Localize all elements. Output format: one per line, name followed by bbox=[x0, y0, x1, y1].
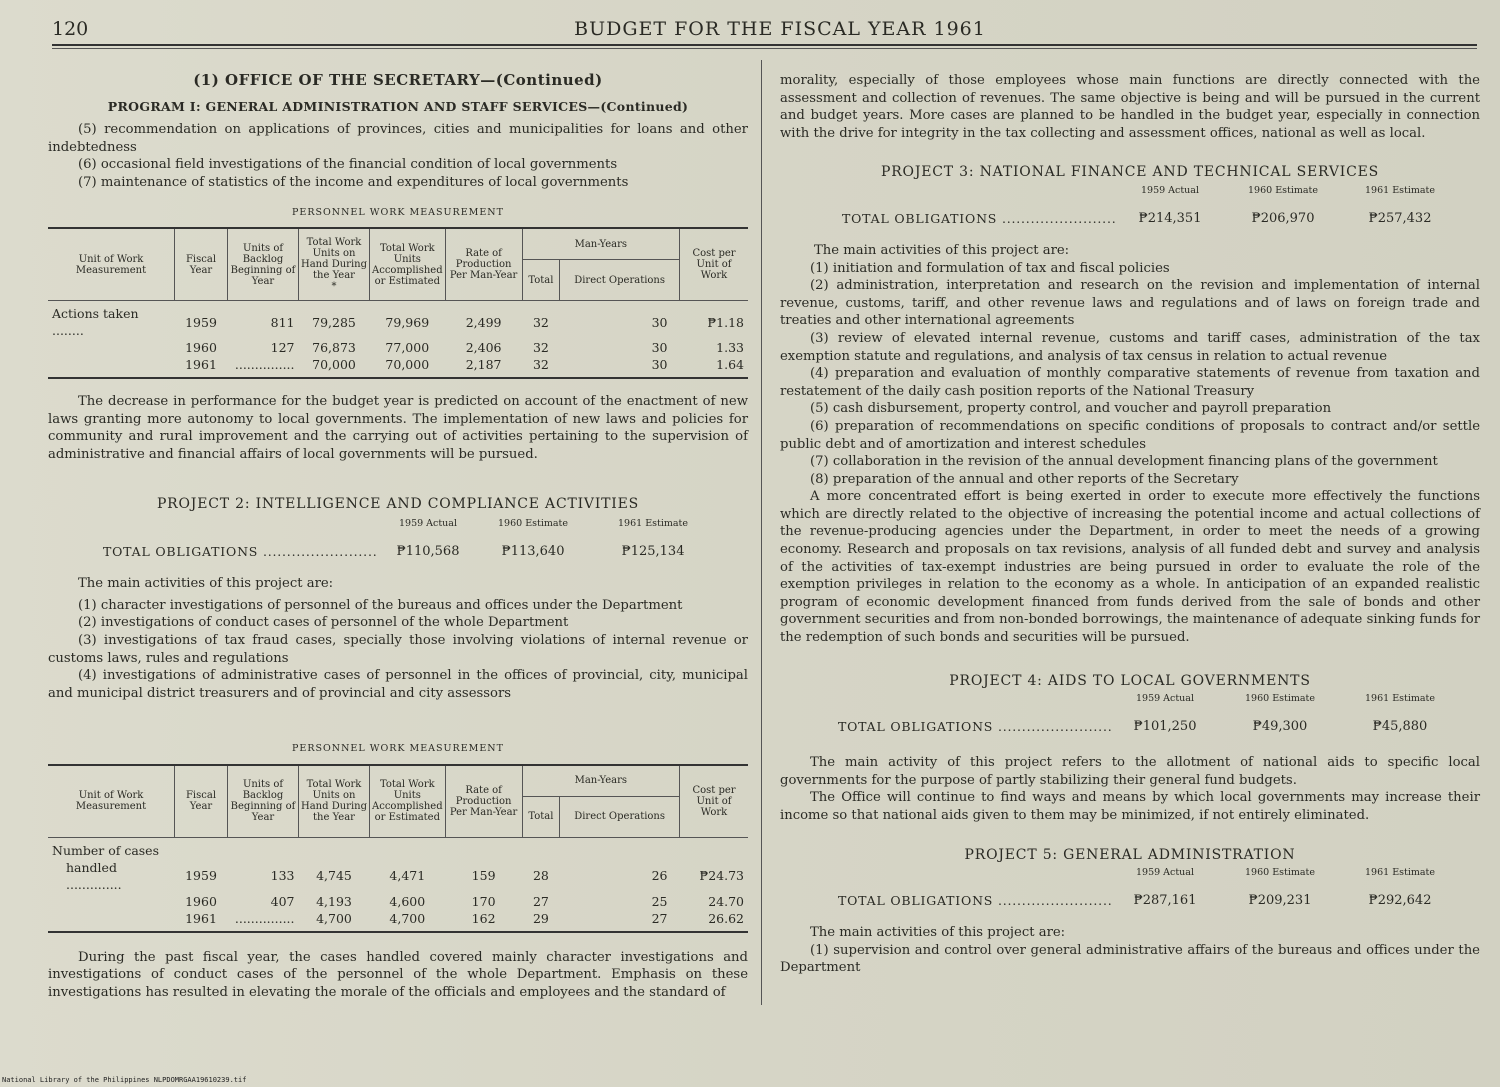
activity-item: (3) review of elevated internal revenue, customs and tariff cases, administration of the tax exemption statute and regulations, and analysis of tax census in relation to actual revenue bbox=[780, 330, 1480, 364]
cell-backlog: 811 bbox=[270, 314, 295, 330]
col-header-rate: Rate of Production Per Man-Year bbox=[445, 228, 522, 301]
activity-item: (5) cash disbursement, property control, and voucher and payroll preparation bbox=[810, 401, 1332, 417]
cell-accomplished: 4,700 bbox=[389, 910, 426, 926]
activity-item: (4) investigations of administrative cases of personnel in the offices of provincial, city, municipal and municipal district treasurers and of provincial and city assessors bbox=[48, 668, 748, 701]
obligations-label: TOTAL OBLIGATIONS ........................ bbox=[838, 893, 1113, 909]
amount: ₱49,300 bbox=[1252, 719, 1308, 735]
cell-accomplished: 77,000 bbox=[385, 340, 430, 356]
amount: ₱125,134 bbox=[621, 544, 685, 560]
activity-item: (7) collaboration in the revision of the annual development financing plans of the government bbox=[810, 454, 1438, 470]
activity-item: (1) supervision and control over general administrative affairs of the bureaus and offices under the Department bbox=[780, 942, 1480, 976]
obligations-label: TOTAL OBLIGATIONS ........................ bbox=[838, 719, 1113, 735]
cell-rate: 2,406 bbox=[465, 340, 502, 356]
activity-item: (3) investigations of tax fraud cases, specially those involving violations of internal revenue or customs laws, rules and regulations bbox=[48, 632, 748, 666]
cell-accomplished: 4,600 bbox=[389, 893, 426, 909]
cell-accomplished: 4,471 bbox=[389, 868, 426, 884]
cell-year: 1959 bbox=[185, 868, 217, 884]
cell-year: 1960 bbox=[185, 340, 217, 356]
cell-total: 27 bbox=[532, 893, 549, 909]
col-header-cost: Cost per Unit of Work bbox=[680, 765, 749, 838]
cell-backlog: 407 bbox=[270, 893, 295, 909]
amount: ₱287,161 bbox=[1133, 893, 1197, 909]
page-number: 120 bbox=[52, 18, 89, 40]
activity-item: (6) preparation of recommendations on specific conditions of proposals to contract and/or settle public debt and of amortization and interest schedules bbox=[780, 418, 1480, 452]
cell-total: 32 bbox=[532, 340, 549, 356]
year-header: 1961 Estimate bbox=[1365, 184, 1435, 196]
amount: ₱209,231 bbox=[1248, 893, 1312, 909]
col-header-accomplished: Total Work Units Accomplished or Estimated bbox=[370, 228, 446, 301]
cell-cost: 26.62 bbox=[708, 910, 744, 926]
col-header-unit: Unit of Work Measurement bbox=[75, 790, 147, 813]
year-header: 1959 Actual bbox=[398, 518, 458, 530]
year-header: 1959 Actual bbox=[1135, 867, 1195, 879]
cell-hand: 76,873 bbox=[312, 340, 356, 356]
cell-backlog: ............... bbox=[234, 910, 295, 926]
office-title: (1) OFFICE OF THE SECRETARY—(Continued) bbox=[193, 71, 603, 89]
cell-hand: 70,000 bbox=[312, 357, 356, 373]
scan-footer: National Library of the Philippines NLPDOMRGAA19610239.tif bbox=[2, 1076, 247, 1084]
col-header-hand: Total Work Units on Hand During the Year * bbox=[299, 228, 370, 301]
project-title: PROJECT 4: AIDS TO LOCAL GOVERNMENTS bbox=[949, 672, 1311, 689]
cell-direct: 30 bbox=[651, 340, 668, 356]
work-measurement-table bbox=[48, 764, 748, 933]
table-caption: PERSONNEL WORK MEASUREMENT bbox=[292, 206, 504, 218]
cell-cost: ₱1.18 bbox=[707, 314, 744, 330]
cell-hand: 4,193 bbox=[316, 893, 352, 909]
cell-hand: 4,700 bbox=[316, 910, 352, 926]
row-label: Actions taken ........ bbox=[52, 306, 139, 339]
year-header: 1961 Estimate bbox=[1365, 693, 1435, 705]
cell-cost: ₱24.73 bbox=[699, 868, 744, 884]
obligations-row bbox=[48, 519, 748, 571]
paragraph: A more concentrated effort is being exerted in order to execute more effectively the functions which are directly related to the objective of increasing the potential income and actual collections of the revenue-producing agencies under the Department, in order to meet the needs of a growing economy. Research and proposals on tax revisions, analysis of all funded debt and survey and analysis of the activities of tax-exempt industries are being pursued in order to evaluate the role of the exemption privileges in relation to the economy as a whole. In anticipation of an expanded realistic program of economic development financed from funds derived from the sale of bonds and other government securities and from non-bonded borrowings, the maintenance of adequate sinking funds for the redemption of such bonds and securities will be pursued. bbox=[780, 489, 1480, 646]
cell-direct: 25 bbox=[651, 893, 668, 909]
amount: ₱45,880 bbox=[1372, 719, 1428, 735]
cell-year: 1961 bbox=[185, 910, 217, 926]
project-title: PROJECT 2: INTELLIGENCE AND COMPLIANCE ACTIVITIES bbox=[156, 495, 640, 512]
activity-item: (6) occasional field investigations of the financial condition of local governments bbox=[78, 157, 618, 173]
cell-rate: 2,187 bbox=[465, 357, 502, 373]
cell-year: 1959 bbox=[185, 314, 217, 330]
col-header-rate: Rate of Production Per Man-Year bbox=[445, 765, 522, 838]
cell-year: 1961 bbox=[185, 357, 217, 373]
paragraph: The decrease in performance for the budget year is predicted on account of the enactment of new laws granting more autonomy to local governments. The implementation of new laws and policies for community and rural improvement and the carrying out of activities pertaining to the supervision of administrative and financial affairs of local governments will be pursued. bbox=[48, 394, 748, 462]
activity-item: (5) recommendation on applications of provinces, cities and municipalities for loans and other indebtedness bbox=[48, 122, 748, 155]
table-row bbox=[48, 837, 748, 859]
cell-backlog: ............... bbox=[234, 357, 295, 373]
col-header-cost: Cost per Unit of Work bbox=[680, 228, 749, 301]
column-divider bbox=[761, 60, 762, 1005]
year-header: 1960 Estimate bbox=[498, 518, 568, 530]
paragraph: morality, especially of those employees whose main functions are directly connected with the assessment and collection of revenues. The same objective is being and will be pursued in the current and budget years. More cases are planned to be handled in the budget year, especially in connection with the drive for integrity in the tax collecting and assessment offices, national as well as local. bbox=[780, 73, 1480, 141]
activities-intro: The main activities of this project are: bbox=[78, 576, 334, 592]
cell-direct: 30 bbox=[651, 357, 668, 373]
cell-direct: 26 bbox=[651, 868, 668, 884]
paragraph: The Office will continue to find ways and means by which local governments may increase their income so that national aids given to them may be minimized, if not entirely eliminated. bbox=[780, 790, 1480, 823]
cell-cost: 1.33 bbox=[716, 340, 744, 356]
obligations-label: TOTAL OBLIGATIONS ........................ bbox=[103, 544, 378, 560]
activity-item: (7) maintenance of statistics of the income and expenditures of local governments bbox=[78, 174, 629, 190]
cell-total: 28 bbox=[532, 868, 549, 884]
header-rule bbox=[52, 44, 1477, 46]
year-header: 1961 Estimate bbox=[1365, 867, 1435, 879]
col-header-fiscal: Fiscal Year bbox=[175, 765, 228, 838]
cell-hand: 4,745 bbox=[316, 868, 352, 884]
year-header: 1959 Actual bbox=[1140, 184, 1200, 196]
cell-rate: 159 bbox=[471, 868, 496, 884]
activity-item: (8) preparation of the annual and other reports of the Secretary bbox=[810, 471, 1239, 487]
cell-cost: 24.70 bbox=[708, 893, 744, 909]
col-header-backlog: Units of Backlog Beginning of Year bbox=[228, 228, 299, 301]
cell-direct: 27 bbox=[651, 910, 668, 926]
col-header-manyears: Man-Years bbox=[522, 765, 679, 797]
program-title: PROGRAM I: GENERAL ADMINISTRATION AND STAFF SERVICES—(Continued) bbox=[107, 98, 689, 114]
year-header: 1960 Estimate bbox=[1248, 184, 1318, 196]
activity-item: (1) character investigations of personnel of the bureaus and offices under the Department bbox=[78, 597, 683, 613]
year-header: 1960 Estimate bbox=[1245, 867, 1315, 879]
cell-direct: 30 bbox=[651, 314, 668, 330]
table-row bbox=[48, 301, 748, 340]
amount: ₱214,351 bbox=[1138, 210, 1202, 226]
col-header-total: Total bbox=[522, 260, 560, 301]
col-header-hand: Total Work Units on Hand During the Year bbox=[299, 765, 370, 838]
obligations-row bbox=[780, 868, 1480, 920]
table-row bbox=[48, 910, 748, 932]
col-header-manyears: Man-Years bbox=[522, 228, 679, 260]
running-head: BUDGET FOR THE FISCAL YEAR 1961 bbox=[574, 18, 986, 40]
col-header-direct: Direct Operations bbox=[560, 260, 680, 301]
paragraph: During the past fiscal year, the cases handled covered mainly character investigations and investigations of conduct cases of the personnel of the whole Department. Emphasis on these investigations has resulted in elevating the morale of the officials and employees and the standard of bbox=[48, 949, 748, 1001]
cell-rate: 162 bbox=[471, 910, 496, 926]
amount: ₱101,250 bbox=[1133, 719, 1197, 735]
table-caption: PERSONNEL WORK MEASUREMENT bbox=[292, 743, 504, 755]
right-column bbox=[780, 72, 1480, 977]
work-measurement-table bbox=[48, 227, 748, 379]
activities-intro: The main activities of this project are: bbox=[810, 925, 1066, 941]
table-row bbox=[48, 339, 748, 356]
cell-total: 32 bbox=[532, 357, 549, 373]
cell-rate: 2,499 bbox=[465, 314, 502, 330]
project-title: PROJECT 3: NATIONAL FINANCE AND TECHNICAL SERVICES bbox=[880, 164, 1379, 181]
activity-item: (1) initiation and formulation of tax and fiscal policies bbox=[810, 260, 1170, 276]
activity-item: (2) investigations of conduct cases of personnel of the whole Department bbox=[78, 615, 569, 631]
header-rule-thin bbox=[52, 48, 1477, 49]
col-header-backlog: Units of Backlog Beginning of Year bbox=[228, 765, 299, 838]
cell-accomplished: 79,969 bbox=[385, 314, 430, 330]
col-header-unit: Unit of Work Measurement bbox=[75, 253, 147, 276]
cell-cost: 1.64 bbox=[716, 357, 744, 373]
amount: ₱257,432 bbox=[1368, 210, 1432, 226]
cell-rate: 170 bbox=[471, 893, 496, 909]
amount: ₱292,642 bbox=[1368, 893, 1432, 909]
cell-backlog: 127 bbox=[270, 340, 295, 356]
table-row bbox=[48, 859, 748, 893]
obligations-row bbox=[780, 694, 1480, 746]
year-header: 1961 Estimate bbox=[618, 518, 688, 530]
row-label: Number of cases bbox=[52, 842, 159, 858]
project-title: PROJECT 5: GENERAL ADMINISTRATION bbox=[964, 846, 1296, 863]
amount: ₱113,640 bbox=[501, 544, 565, 560]
col-header-total: Total bbox=[522, 796, 560, 837]
left-column bbox=[48, 72, 748, 1002]
cell-total: 32 bbox=[532, 314, 549, 330]
obligations-label: TOTAL OBLIGATIONS ........................ bbox=[842, 210, 1117, 226]
year-header: 1960 Estimate bbox=[1245, 693, 1315, 705]
row-label: handled .............. bbox=[66, 859, 122, 892]
amount: ₱110,568 bbox=[396, 544, 460, 560]
cell-hand: 79,285 bbox=[312, 314, 356, 330]
col-header-direct: Direct Operations bbox=[560, 796, 680, 837]
col-header-accomplished: Total Work Units Accomplished or Estimated bbox=[370, 765, 446, 838]
activity-item: (4) preparation and evaluation of monthly comparative statements of revenue from taxation and restatement of the daily cash position reports of the National Treasury bbox=[780, 366, 1480, 399]
amount: ₱206,970 bbox=[1251, 210, 1315, 226]
activities-intro: The main activities of this project are: bbox=[814, 242, 1070, 258]
cell-total: 29 bbox=[532, 910, 549, 926]
obligations-row bbox=[780, 186, 1480, 238]
paragraph: The main activity of this project refers to the allotment of national aids to specific local governments for the purpose of partly stabilizing their general fund budgets. bbox=[780, 755, 1480, 788]
table-row bbox=[48, 356, 748, 378]
cell-accomplished: 70,000 bbox=[385, 357, 430, 373]
activity-item: (2) administration, interpretation and research on the revision and implementation of internal revenue, customs, tariff, and other revenue laws and regulations and of laws on foreign trade and treaties and other international agreements bbox=[780, 278, 1480, 329]
table-row bbox=[48, 893, 748, 910]
cell-year: 1960 bbox=[185, 893, 217, 909]
year-header: 1959 Actual bbox=[1135, 693, 1195, 705]
col-header-fiscal: Fiscal Year bbox=[175, 228, 228, 301]
cell-backlog: 133 bbox=[270, 868, 295, 884]
